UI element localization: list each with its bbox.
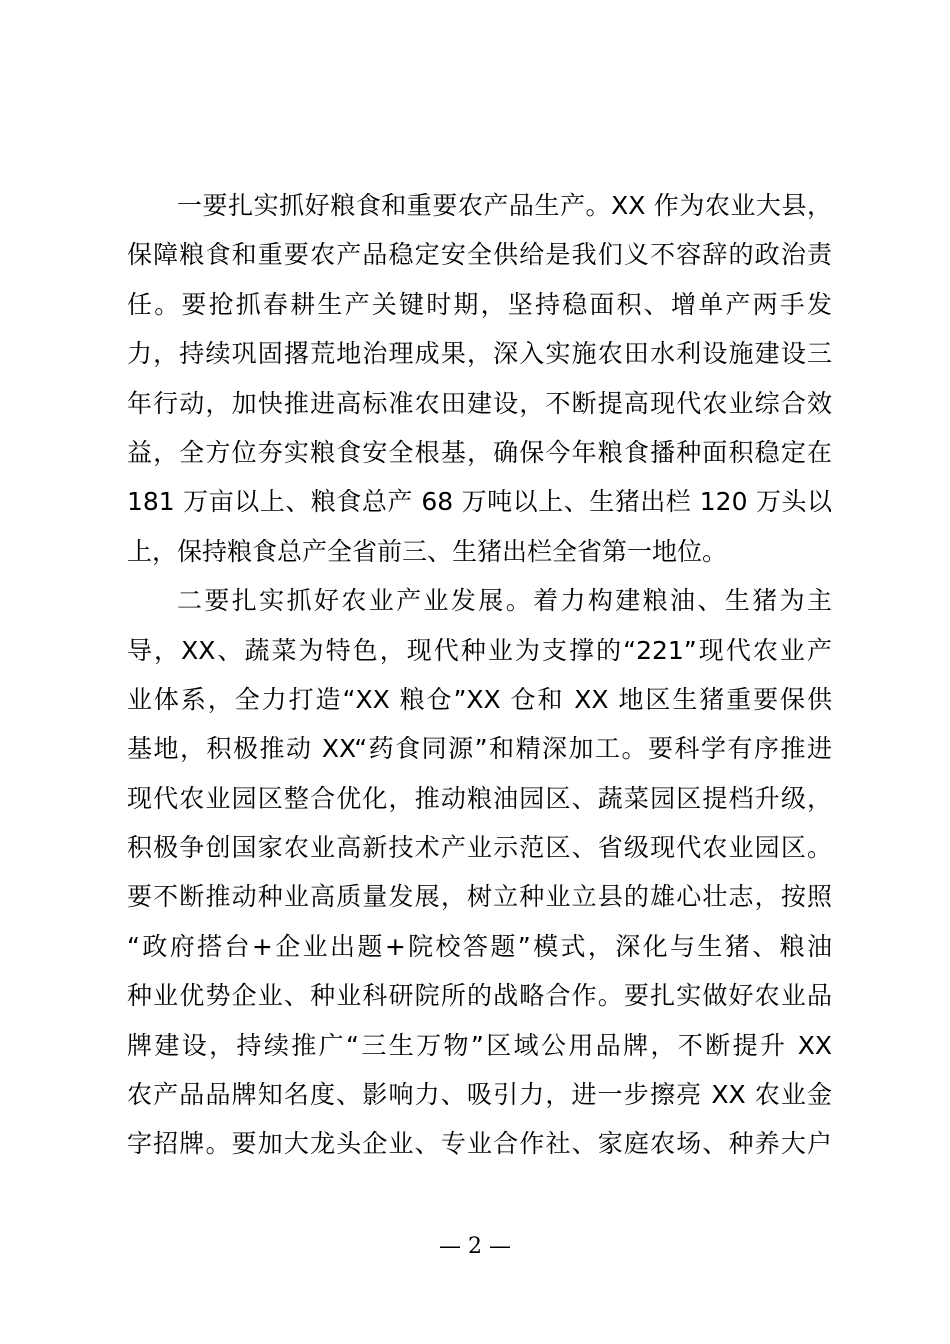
text-line: 基地，积极推动 XX“药食同源”和精深加工。要科学有序推进 [127,734,832,764]
text-line: 181 万亩以上、粮食总产 68 万吨以上、生猪出栏 120 万头以 [127,487,832,517]
text-line: 保障粮食和重要农产品稳定安全供给是我们义不容辞的政治责 [127,240,832,270]
text-line: 要不断推动种业高质量发展，树立种业立县的雄心壮志，按照 [127,882,832,912]
text-line: 字招牌。要加大龙头企业、专业合作社、家庭农场、种养大户 [127,1129,832,1159]
text-line: 一要扎实抓好粮食和重要农产品生产。XX 作为农业大县， [177,191,832,220]
text-line: “政府搭台+企业出题+院校答题”模式，深化与生猪、粮油 [127,931,832,961]
text-line: 导，XX、蔬菜为特色，现代种业为支撑的“221”现代农业产 [127,635,832,665]
text-line: 二要扎实抓好农业产业发展。着力构建粮油、生猪为主 [177,586,832,616]
text-line: 现代农业园区整合优化，推动粮油园区、蔬菜园区提档升级， [127,783,832,813]
text-line: 种业优势企业、种业科研院所的战略合作。要扎实做好农业品 [127,981,832,1011]
text-line: 积极争创国家农业高新技术产业示范区、省级现代农业园区。 [127,833,832,863]
text-line: 业体系，全力打造“XX 粮仓”XX 仓和 XX 地区生猪重要保供 [127,684,832,714]
page-number: — 2 — [439,1234,511,1259]
text-line: 牌建设，持续推广“三生万物”区域公用品牌，不断提升 XX [127,1030,832,1060]
paragraph-industry-development [127,576,832,1169]
paragraph-grain-production [127,181,832,576]
text-line: 力，持续巩固撂荒地治理成果，深入实施农田水利设施建设三 [127,339,832,369]
text-line: 任。要抢抓春耕生产关键时期，坚持稳面积、增单产两手发 [127,289,832,319]
body-text [127,181,832,1169]
text-line: 上，保持粮食总产全省前三、生猪出栏全省第一地位。 [127,536,728,566]
text-line: 年行动，加快推进高标准农田建设，不断提高现代农业综合效 [127,388,832,418]
text-line: 农产品品牌知名度、影响力、吸引力，进一步擦亮 XX 农业金 [127,1080,832,1110]
text-line: 益，全方位夯实粮食安全根基，确保今年粮食播种面积稳定在 [127,437,832,467]
